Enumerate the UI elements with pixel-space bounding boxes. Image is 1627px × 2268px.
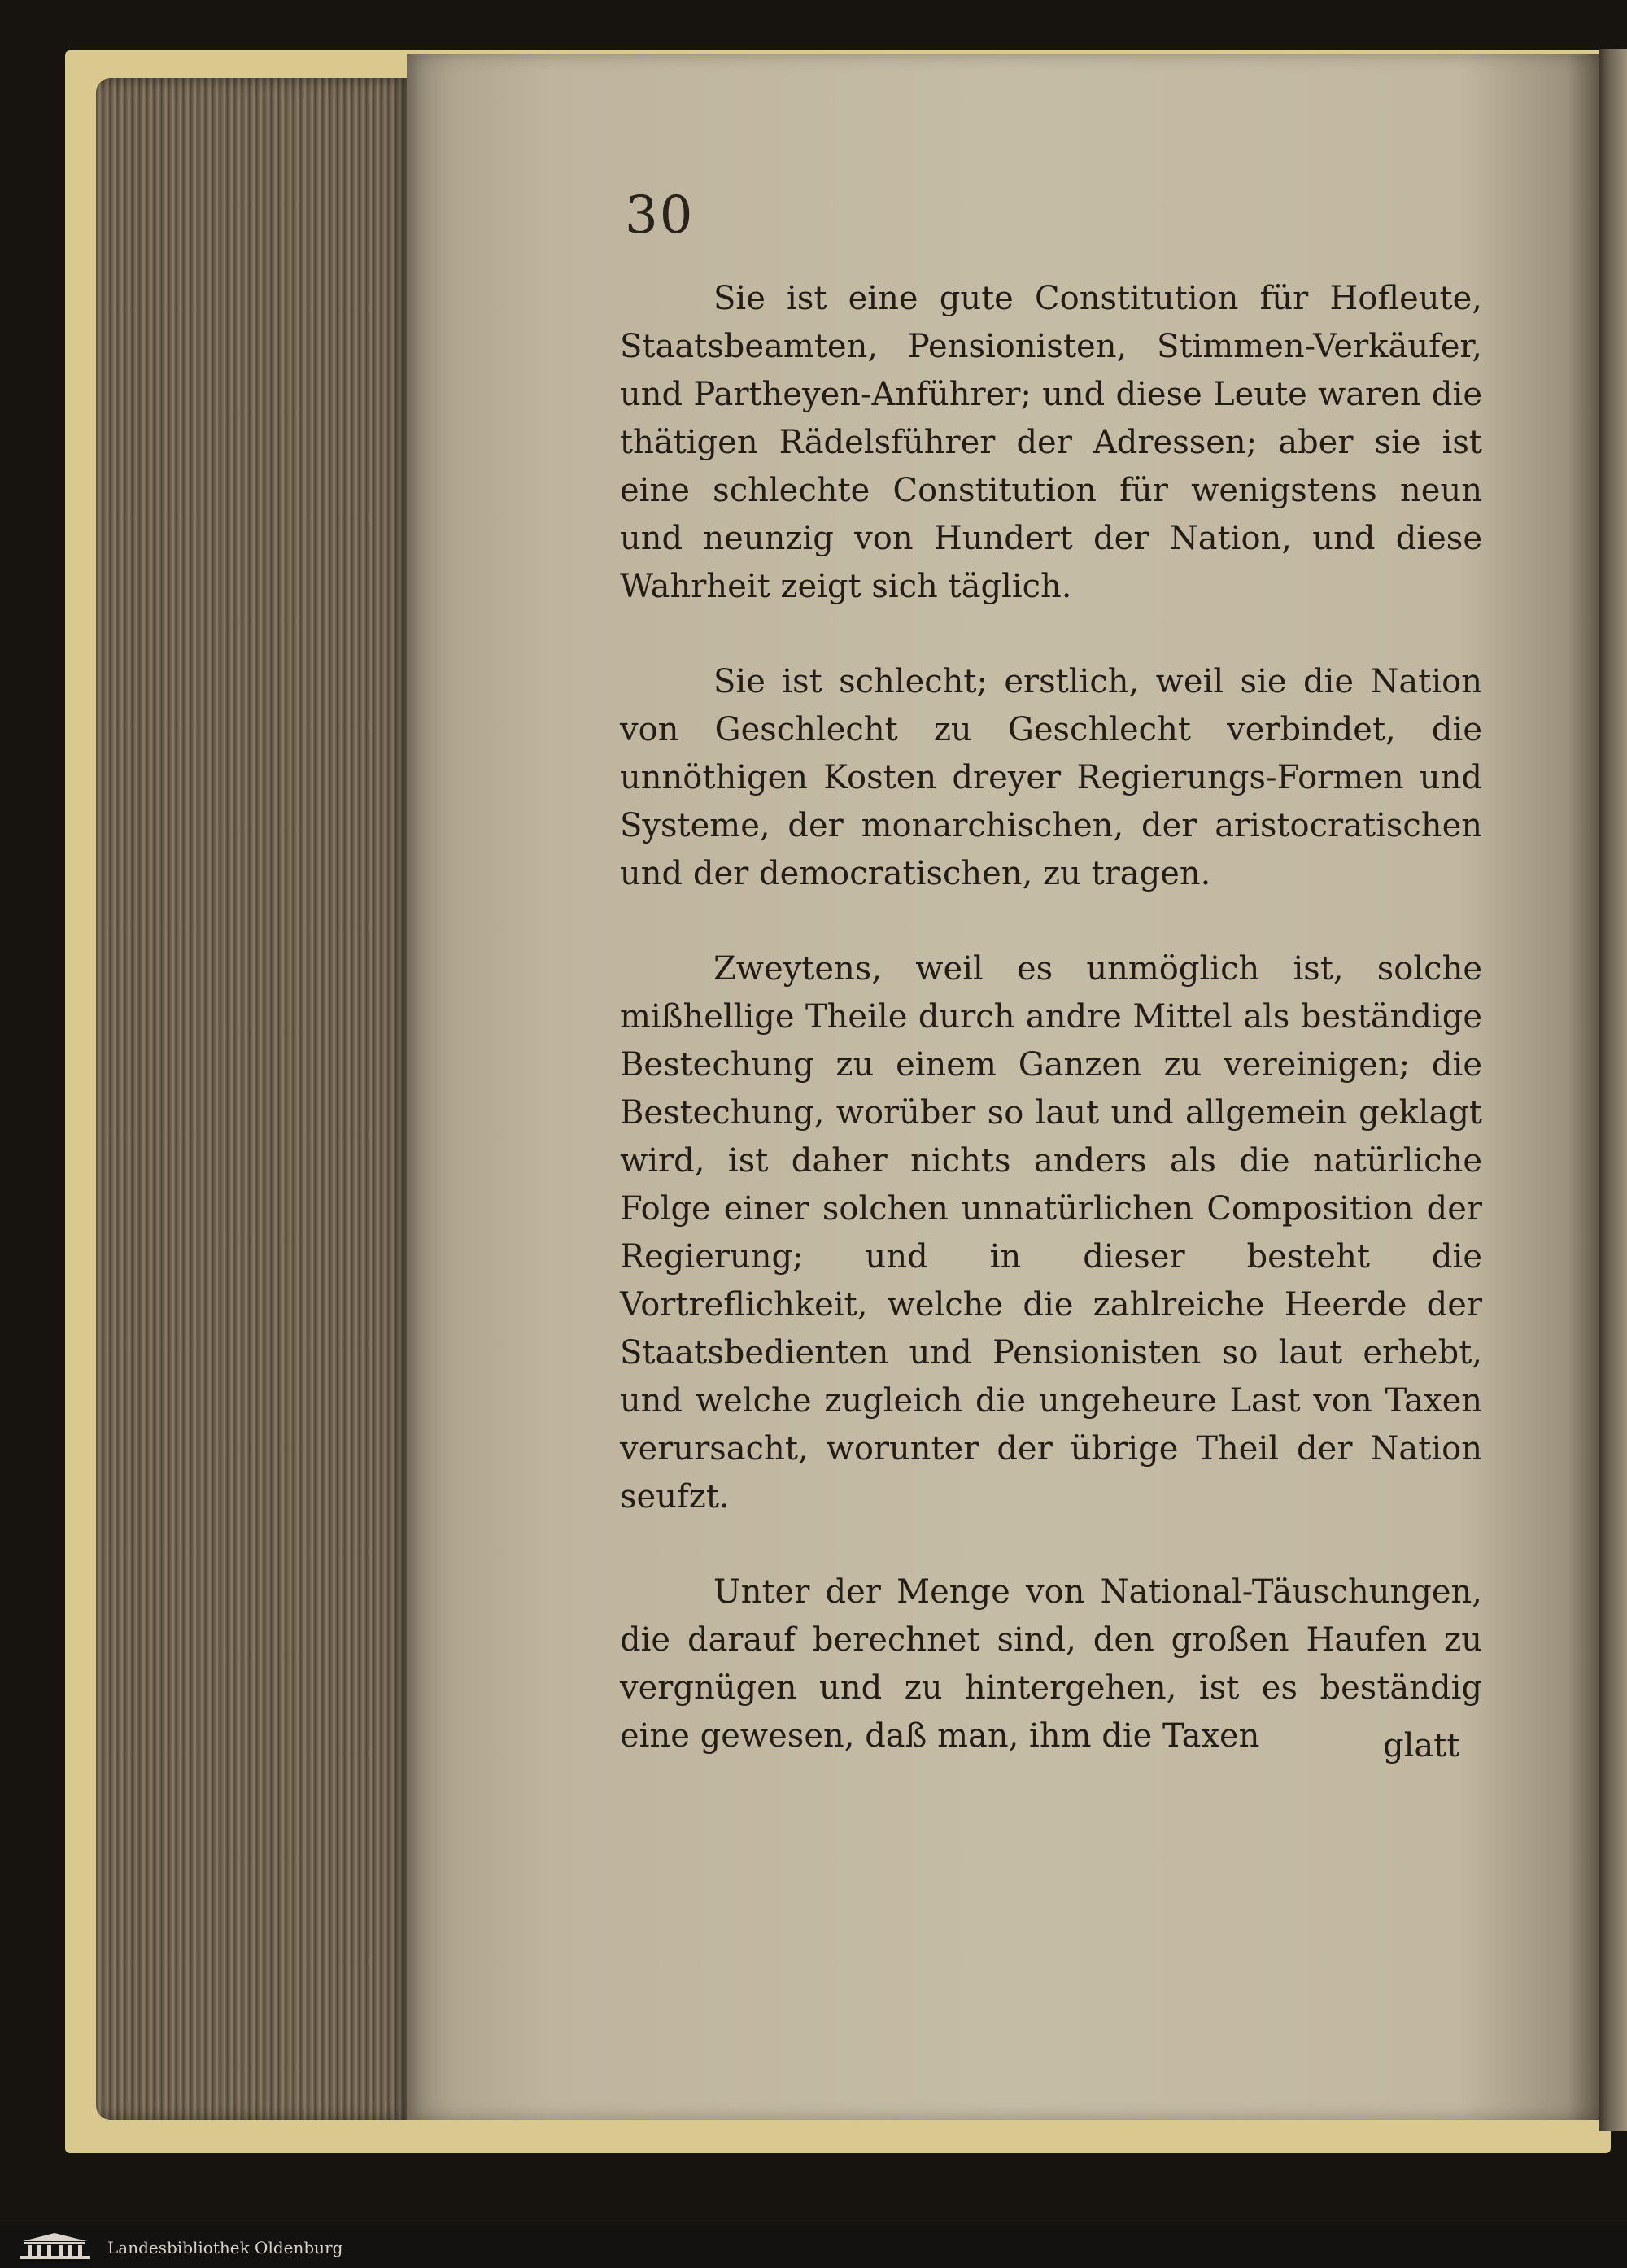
library-building-icon [16, 2231, 94, 2261]
facing-page-edge [1599, 49, 1627, 2131]
book-page-edges [96, 78, 412, 2120]
paragraph: Unter der Menge von National-Täuschungen, die darauf berechnet sind, den großen Haufen zu vergnügen und zu hintergehen, ist es beständig eine gewesen, daß man, ihm die Taxen [620, 1573, 1482, 1755]
page-number: 30 [625, 185, 695, 246]
paragraph: Sie ist schlecht; erstlich, weil sie die Nation von Geschlecht zu Geschlecht verbindet, die unnöthigen Kosten dreyer Regierungs-Formen und Systeme, der monarchischen, der aristocratischen und der democratischen, zu tragen. [620, 663, 1482, 892]
paragraph: Zweytens, weil es unmöglich ist, solche mißhellige Theile durch andre Mittel als beständige Bestechung zu einem Ganzen zu vereinigen; die Bestechung, worüber so laut und allgemein geklagt wird, ist daher nichts anders als die natürliche Folge einer solchen unnatürlichen Composition der Regierung; und in dieser besteht die Vortreflichkeit, welche die zahlreiche Heerde der Staatsbedienten und Pensionisten so laut erhebt, und welche zugleich die ungeheure Last von Taxen verursacht, worunter der übrige Theil der Nation seufzt. [620, 950, 1482, 1516]
paragraph: Sie ist eine gute Constitution für Hofleute, Staatsbeamten, Pensionisten, Stimmen-Verkäufer, und Partheyen-Anführer; und diese Leute waren die thätigen Rädelsführer der Adressen; aber sie ist eine schlechte Constitution für wenigstens neun und neunzig von Hundert der Nation, und diese Wahrheit zeigt sich täglich. [620, 280, 1482, 605]
library-name: Landesbibliothek Oldenburg [107, 2238, 343, 2257]
body-text [620, 275, 1482, 1760]
catchword: glatt [1383, 1727, 1460, 1764]
